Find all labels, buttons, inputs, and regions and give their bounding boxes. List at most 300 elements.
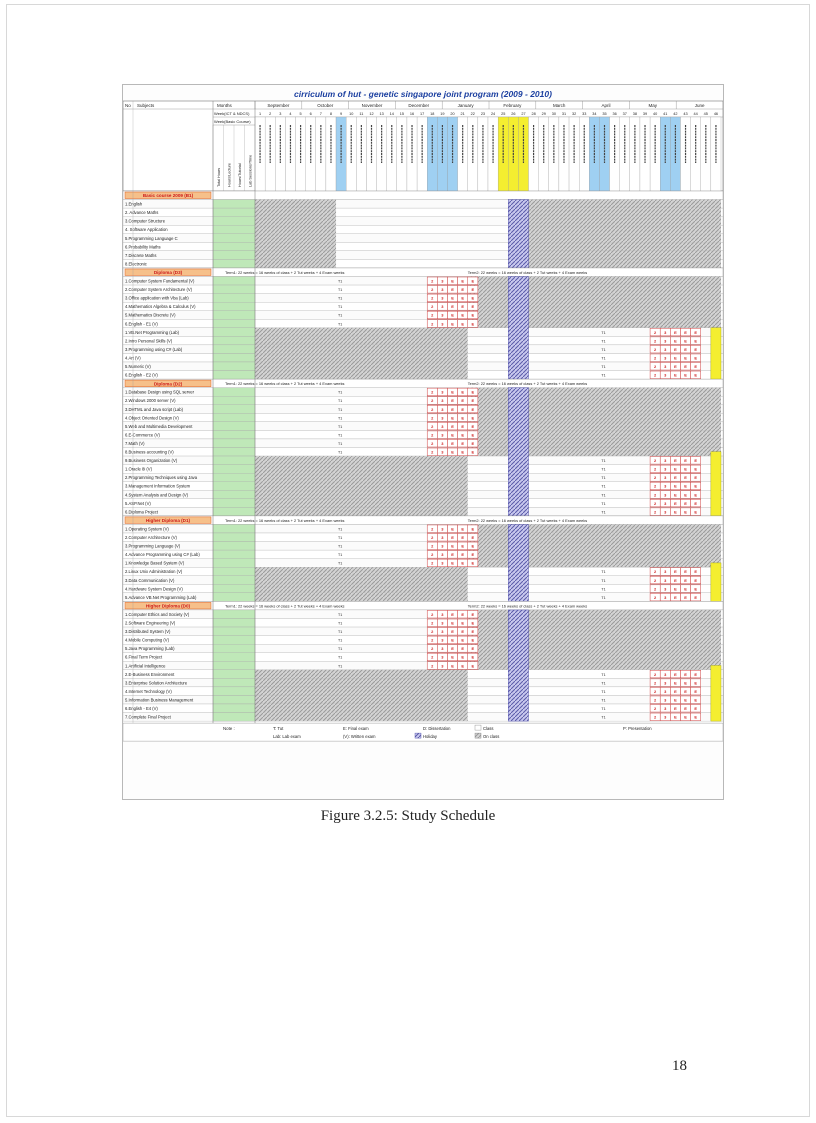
exam-mark: 2 [431,663,434,669]
exam-mark: E [471,535,475,540]
hatched-cells [468,413,721,422]
exam-mark: E [461,312,465,318]
exam-mark: E [694,492,698,498]
exam-mark: E [674,569,677,575]
exam-mark: 3 [441,629,444,635]
exam-mark: 3 [664,364,667,369]
hatched-cells [468,319,721,328]
exam-mark: E [684,466,687,472]
exam-mark: 3 [664,594,667,600]
week-number: 11 [359,112,364,116]
hatched-cells [518,208,721,217]
tut-mark: T1 [601,595,606,600]
subject-name: 9.Business Organization (V) [125,458,178,464]
hatched-cells [255,208,336,217]
week-number: 7 [319,112,322,116]
exam-mark: E [694,577,698,583]
exam-mark: 2 [654,364,657,369]
week-number: 28 [531,112,536,116]
exam-mark: E [674,355,677,361]
legend-item: Lab: Lab exam [273,734,301,740]
hatched-cells [518,259,721,268]
subject-name: 4.Internet Technology (V) [125,688,172,694]
exam-mark: E [451,560,454,566]
exam-mark: E [451,663,454,669]
tut-mark: T1 [338,322,343,327]
tut-mark: T1 [601,501,606,506]
hatched-cells [255,456,468,465]
exam-mark: E [674,364,677,369]
tut-mark: T1 [338,655,343,660]
exam-mark: E [674,329,677,335]
exam-mark: E [471,312,475,318]
section-title: Diploma (D3) [153,270,183,276]
week-number: 1 [259,112,262,116]
month-label: December [408,103,430,108]
tut-mark: T1 [601,493,606,498]
section-title: Basic course 2009 (B1) [142,193,194,199]
hours-header-label: Hours/Tutorial [238,163,242,187]
hatched-cells [255,567,468,576]
exam-mark: 3 [664,688,667,694]
exam-mark: E [461,295,465,301]
hatched-cells [518,234,721,243]
exam-mark: E [694,483,698,489]
subject-name: 1.Knowledge Based System (V) [125,560,185,566]
holiday-stripe [508,277,528,380]
legend-item: T: Tut [273,726,284,732]
tut-mark: T1 [338,638,343,643]
tut-mark: T1 [601,459,606,464]
hours-cell [213,678,255,687]
exam-mark: 3 [441,304,444,310]
exam-mark: 2 [431,611,434,617]
tut-mark: T1 [601,570,606,575]
exam-mark: 2 [654,338,657,344]
exam-mark: E [451,423,454,429]
hatched-cells [255,217,336,226]
hatched-cells [255,584,468,593]
exam-mark: E [684,706,687,711]
week-number: 9 [340,112,343,116]
hours-cell [213,422,255,431]
exam-mark: 2 [431,415,434,421]
hatched-cells [255,251,336,260]
exam-mark: 3 [441,637,444,643]
exam-mark: 2 [431,552,434,558]
hours-cell [213,567,255,576]
exam-mark: 2 [654,680,657,686]
exam-mark: E [451,432,454,438]
hours-cell [213,336,255,345]
week-number: 27 [521,112,526,116]
week-number: 36 [612,112,617,116]
tut-mark: T1 [601,365,606,369]
subject-name: 2.Linux Unix Administration (V) [125,569,183,575]
legend-swatch [415,733,421,738]
hatched-cells [255,259,336,268]
subject-name: 5.Information Business Management [125,697,194,703]
tut-mark: T1 [601,715,606,720]
exam-mark: E [451,312,454,318]
exam-mark: 2 [654,372,657,378]
exam-mark: E [471,560,475,566]
legend-swatch [475,733,481,738]
week-number: 3 [279,112,282,116]
hatched-cells [468,524,721,533]
month-label: November [361,103,383,108]
hatched-cells [255,473,468,482]
schedule-title: cirriculum of hut - genetic singapore joint program (2009 - 2010) [294,89,552,99]
hours-cell [213,259,255,268]
hours-cell [213,439,255,448]
week-number: 14 [389,112,394,116]
exam-mark: E [684,338,687,344]
tut-mark: T1 [601,689,606,694]
exam-mark: 3 [441,389,444,395]
hatched-cells [468,448,721,457]
hatched-cells [468,653,721,662]
hours-cell [213,661,255,670]
subject-name: 6.Final Term Project [125,654,163,660]
tut-mark: T1 [338,450,343,455]
exam-mark: E [674,466,677,472]
tut-mark: T1 [338,279,343,284]
tut-mark: T1 [601,347,606,352]
hours-cell [213,430,255,439]
hours-cell [213,294,255,303]
exam-mark: 3 [441,295,444,301]
exam-mark: E [694,714,698,720]
exam-mark: E [451,543,454,549]
week-number: 17 [420,112,425,116]
hatched-cells [255,225,336,234]
hours-cell [213,405,255,414]
exam-mark: E [471,629,475,635]
tut-mark: T1 [338,630,343,635]
hours-cell [213,507,255,516]
tut-mark: T1 [601,339,606,344]
exam-mark: 2 [654,706,657,711]
exam-mark: E [451,321,454,327]
exam-mark: E [461,440,465,446]
legend-item: Holiday [423,734,437,740]
hatched-cells [255,328,468,337]
exam-mark: 2 [431,654,434,660]
week-number: 46 [713,112,719,116]
subject-name: 5.Java Programming (Lab) [125,646,175,652]
exam-mark: E [694,688,698,694]
exam-mark: 3 [441,620,444,626]
exam-mark: 3 [664,706,667,711]
tut-mark: T1 [338,424,343,429]
exam-mark: E [461,526,465,532]
hatched-cells [468,542,721,551]
subject-name: 2.Windows 2000 server (V) [125,398,176,404]
subject-name: 2.Software Engineering (V) [125,620,176,626]
exam-mark: 3 [441,312,444,318]
tut-mark: T1 [338,621,343,626]
final-exam-block [711,563,721,601]
exam-mark: E [461,629,465,635]
exam-mark: E [674,586,677,592]
tut-mark: T1 [338,416,343,421]
hatched-cells [255,465,468,474]
week-number: 4 [289,112,292,116]
hours-cell [213,413,255,422]
exam-mark: E [684,714,687,720]
exam-mark: E [461,449,465,455]
hours-cell [213,319,255,328]
exam-mark: E [674,680,677,686]
subject-name: 1.Oracle 8i (V) [125,466,152,472]
exam-mark: 2 [431,449,434,455]
tut-mark: T1 [601,672,606,677]
hatched-cells [255,704,468,713]
hours-cell [213,311,255,320]
exam-mark: E [461,321,465,327]
exam-mark: 2 [431,526,434,532]
exam-mark: E [684,483,687,489]
exam-mark: 3 [664,569,667,575]
week-number: 20 [450,112,455,116]
hours-cell [213,234,255,243]
subject-name: 7.Discrete Maths [125,252,157,258]
exam-mark: 2 [431,620,434,626]
exam-mark: 2 [431,304,434,310]
exam-mark: 2 [431,287,434,293]
hatched-cells [518,242,721,251]
exam-mark: E [451,278,454,284]
hatched-cells [255,678,468,687]
week-number: 21 [460,112,465,116]
exam-mark: E [451,654,454,660]
exam-mark: 2 [654,355,657,361]
hours-header-label: Total Hours [217,167,221,187]
exam-mark: E [694,458,698,464]
subject-name: 6.English - E1 (V) [125,321,158,327]
hours-cell [213,653,255,662]
tut-mark: T1 [601,373,606,378]
hours-cell [213,328,255,337]
exam-mark: E [461,287,465,293]
exam-mark: E [684,586,687,592]
exam-mark: E [471,321,475,327]
week-number: 25 [501,112,506,116]
hatched-cells [518,251,721,260]
exam-mark: E [694,355,698,361]
section-term-note: Term1: 22 weeks = 16 weeks of class + 2 Tut weeks + 4 Exam weeks [225,517,345,523]
exam-mark: E [684,577,687,583]
exam-mark: E [471,398,475,404]
exam-mark: E [451,287,454,293]
exam-mark: 2 [654,500,657,506]
week-number: 44 [693,112,698,116]
exam-mark: 3 [441,543,444,549]
subject-name: 4.Advance Programming using C# (Lab) [125,552,200,558]
hours-cell [213,533,255,542]
hatched-cells [255,336,468,345]
exam-mark: E [694,586,698,592]
subject-name: 4.System Analysis and Design (V) [125,492,189,498]
subject-name: 3.DHTML and Java script (Lab) [125,406,184,412]
exam-mark: E [684,492,687,498]
week-number: 42 [673,112,678,116]
hatched-cells [255,713,468,722]
exam-mark: 2 [654,346,657,352]
hours-header-label: Lab Sessions/Time [248,154,253,187]
exam-mark: 2 [431,406,434,412]
exam-mark: E [461,398,465,404]
exam-mark: 3 [664,671,667,677]
exam-mark: 2 [654,688,657,694]
exam-mark: E [451,535,454,540]
exam-mark: E [471,543,475,549]
holiday-stripe [508,200,528,268]
month-label: April [601,103,611,108]
hours-cell [213,644,255,653]
exam-mark: E [694,338,698,344]
tut-mark: T1 [338,544,343,549]
week-number: 13 [379,112,384,116]
hatched-cells [468,636,721,645]
hours-cell [213,695,255,704]
exam-mark: E [471,620,475,626]
hours-cell [213,285,255,294]
hours-cell [213,636,255,645]
exam-mark: 2 [431,398,434,404]
week-number: 40 [653,112,658,116]
header-subjects: Subjects [137,103,155,108]
hatched-cells [518,217,721,226]
exam-mark: E [694,697,698,703]
hatched-cells [468,294,721,303]
hours-cell [213,473,255,482]
subject-name: 4.Mobile Computing (V) [125,637,169,643]
week-number: 38 [632,112,638,116]
subject-name: 1.Database Design using SQL server [125,389,194,395]
section-title: Higher Diploma (D0) [145,603,191,609]
hours-header-label: Hours/Lecture [227,163,232,187]
exam-mark: 2 [654,577,657,583]
exam-mark: E [684,688,687,694]
exam-mark: E [471,440,475,446]
subject-name: 4.Hardware System Design (V) [125,586,183,592]
subject-name: 1.VB.Net Programming (Lab) [125,329,179,335]
exam-mark: E [674,500,677,506]
exam-mark: E [674,372,677,378]
exam-mark: 3 [664,697,667,703]
legend-item: D: Dissertation [423,726,451,732]
exam-mark: E [471,663,475,669]
tut-mark: T1 [338,399,343,404]
tut-mark: T1 [338,296,343,301]
legend-note-label: Note : [223,726,235,732]
final-exam-block [711,452,721,516]
tut-mark: T1 [338,407,343,412]
exam-mark: E [471,304,475,310]
week-number: 29 [541,112,546,116]
exam-mark: 3 [664,329,667,335]
hatched-cells [518,225,721,234]
hatched-cells [468,396,721,405]
exam-mark: E [451,611,454,617]
exam-mark: 2 [431,423,434,429]
week-number: 39 [642,112,648,116]
exam-mark: 3 [441,278,444,284]
exam-mark: E [694,329,698,335]
week-number: 8 [329,112,333,116]
exam-mark: E [471,278,475,284]
hours-cell [213,584,255,593]
subject-name: 7.Math (V) [125,440,145,446]
hatched-cells [255,576,468,585]
subject-name: 6.Diploma Project [125,509,159,515]
hours-cell [213,353,255,362]
exam-mark: 3 [441,535,444,540]
exam-mark: E [451,415,454,421]
subject-name: 4.Mathematics Algebra & Calculus (V) [125,304,196,310]
exam-mark: E [674,697,677,703]
subject-name: 3.Management Information System [125,483,191,489]
month-label: February [503,103,522,108]
final-exam-block [711,666,721,722]
week-number: 22 [470,112,475,116]
week-number: 41 [663,112,668,116]
week-number: 32 [571,112,577,116]
exam-mark: E [451,398,454,404]
hatched-cells [255,242,336,251]
subject-name: 5.Numeric (V) [125,364,151,369]
exam-mark: E [451,646,454,652]
tut-mark: T1 [601,578,606,583]
hatched-cells [468,422,721,431]
week-number: 15 [399,112,405,116]
exam-mark: 3 [664,500,667,506]
week-number: 10 [349,112,354,116]
study-schedule-figure [122,84,724,800]
hatched-cells [255,200,336,209]
hatched-cells [468,302,721,311]
hatched-cells [468,430,721,439]
exam-mark: E [694,594,698,600]
month-label: June [694,103,705,108]
exam-mark: 3 [664,492,667,498]
exam-mark: E [461,646,465,652]
exam-mark: E [684,364,687,369]
exam-mark: E [451,629,454,635]
legend-item: P: Presentation [623,726,652,732]
tut-mark: T1 [338,527,343,532]
exam-mark: E [694,364,698,369]
exam-mark: 2 [654,594,657,600]
exam-mark: E [684,372,687,378]
subject-name: 2.Intro Personal Skills (V) [125,338,173,344]
subject-name: 6.English - E4 (V) [125,706,158,711]
subject-name: 1.Computer System Fundamental (V) [125,278,195,284]
subject-name: 1.Artificial Intelligence [125,663,166,669]
figure-caption: Figure 3.2.5: Study Schedule [320,808,496,824]
exam-mark: 3 [441,287,444,293]
exam-mark: 3 [441,415,444,421]
exam-mark: E [684,697,687,703]
hatched-cells [255,234,336,243]
exam-mark: 2 [654,329,657,335]
exam-mark: 2 [654,671,657,677]
exam-mark: E [461,535,465,540]
subject-name: 5.Programming Language C [125,235,178,241]
exam-mark: 3 [441,552,444,558]
